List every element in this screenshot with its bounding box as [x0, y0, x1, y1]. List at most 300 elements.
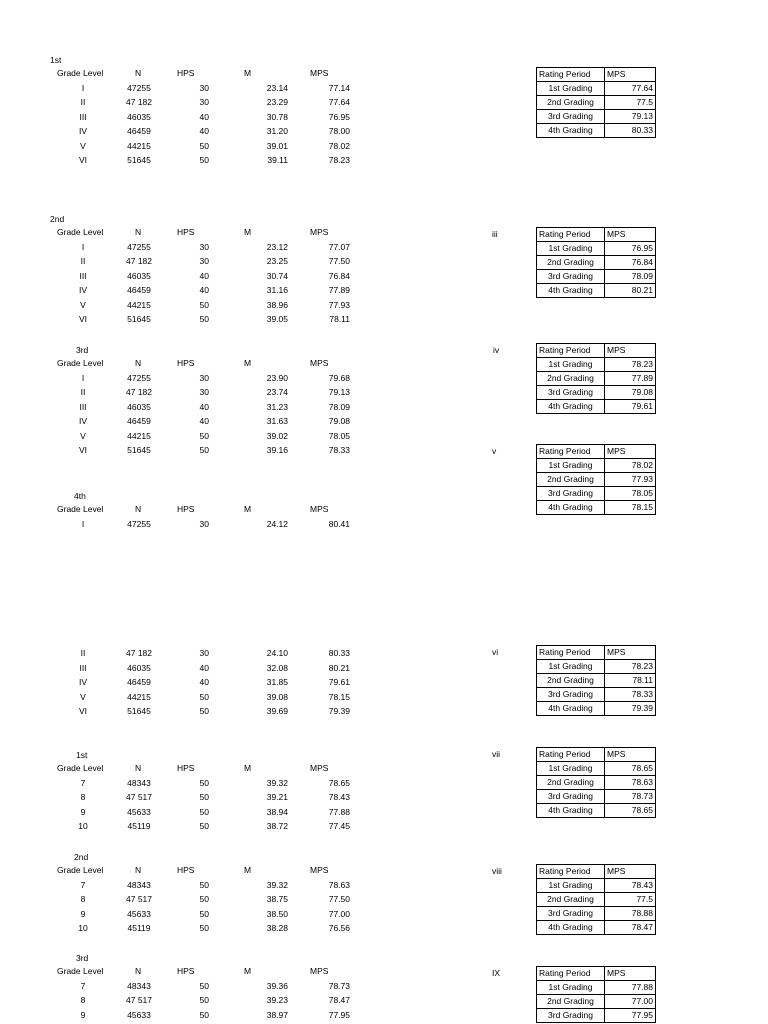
- col-header-hps: HPS: [177, 763, 195, 773]
- cell-grade: IV: [78, 285, 88, 295]
- cell-mps: 79.13: [605, 110, 656, 124]
- cell-grade: 10: [78, 821, 88, 831]
- cell-grade: III: [79, 270, 87, 281]
- cell-n: 44215: [127, 430, 151, 441]
- cell-hps: 30: [199, 82, 209, 93]
- cell-hps: 50: [199, 923, 209, 933]
- cell-n: 47255: [127, 241, 151, 252]
- cell-grade: II: [80, 387, 86, 397]
- cell-mps: 77.95: [605, 1009, 656, 1023]
- table-row: [537, 386, 656, 400]
- cell-hps: 40: [199, 126, 209, 136]
- cell-rating-period: 3rd Grading: [537, 110, 605, 124]
- col-header-m: M: [244, 504, 252, 514]
- cell-mps: 77.50: [328, 894, 350, 904]
- col-header-mps: MPS: [310, 358, 329, 368]
- cell-mps: 80.41: [328, 518, 350, 529]
- table-row: [537, 674, 656, 688]
- cell-mps: 76.84: [328, 270, 350, 281]
- cell-n: 47255: [127, 372, 151, 383]
- cell-m: 23.29: [266, 97, 288, 107]
- cell-n: 51645: [127, 706, 151, 716]
- cell-rating-period: 4th Grading: [537, 400, 605, 414]
- cell-grade: V: [80, 691, 86, 702]
- table-row: [537, 762, 656, 776]
- cell-grade: 10: [78, 923, 88, 933]
- cell-mps: 77.07: [328, 241, 350, 252]
- cell-mps: 77.50: [328, 256, 350, 266]
- cell-m: 39.23: [266, 995, 288, 1005]
- table-row: [537, 242, 656, 256]
- cell-n: 46459: [127, 416, 151, 426]
- cell-mps: 77.64: [328, 97, 350, 107]
- cell-m: 38.72: [266, 821, 288, 831]
- cell-grade: II: [80, 648, 86, 658]
- cell-rating-period: 1st Grading: [537, 242, 605, 256]
- cell-mps: 80.33: [605, 124, 656, 138]
- cell-grade: VI: [78, 314, 88, 324]
- cell-hps: 40: [199, 662, 209, 673]
- cell-hps: 30: [199, 648, 209, 658]
- header-rating-period: Rating Period: [537, 646, 605, 660]
- col-header-n: N: [135, 504, 142, 514]
- cell-n: 48343: [127, 777, 151, 788]
- cell-mps: 77.5: [605, 893, 656, 907]
- cell-grade: IV: [78, 126, 88, 136]
- cell-hps: 50: [199, 777, 209, 788]
- cell-grade: 7: [80, 777, 86, 788]
- cell-mps: 79.08: [605, 386, 656, 400]
- summary-table-label: v: [492, 446, 497, 456]
- cell-mps: 77.45: [328, 821, 350, 831]
- col-header-hps: HPS: [177, 966, 195, 976]
- cell-grade: IV: [78, 677, 88, 687]
- block-period-label: 1st: [76, 750, 88, 760]
- cell-n: 46035: [127, 401, 151, 412]
- rating-period-table: [536, 864, 656, 935]
- cell-m: 39.08: [266, 691, 288, 702]
- table-row: [537, 284, 656, 298]
- cell-rating-period: 1st Grading: [537, 358, 605, 372]
- cell-hps: 30: [199, 241, 209, 252]
- cell-m: 24.12: [266, 518, 288, 529]
- cell-hps: 40: [199, 677, 209, 687]
- col-header-m: M: [244, 68, 252, 78]
- summary-table-label: iii: [492, 229, 498, 239]
- cell-mps: 76.95: [605, 242, 656, 256]
- cell-hps: 50: [199, 995, 209, 1005]
- cell-rating-period: 3rd Grading: [537, 907, 605, 921]
- cell-m: 38.94: [266, 806, 288, 817]
- cell-rating-period: 2nd Grading: [537, 995, 605, 1009]
- cell-grade: III: [79, 662, 87, 673]
- summary-table-label: IX: [492, 968, 501, 978]
- col-header-mps: MPS: [310, 763, 329, 773]
- table-row: [537, 473, 656, 487]
- cell-mps: 76.95: [328, 111, 350, 122]
- rating-period-table: [536, 645, 656, 716]
- cell-grade: 8: [80, 894, 86, 904]
- cell-m: 39.21: [266, 792, 288, 802]
- cell-m: 30.74: [266, 270, 288, 281]
- table-row: [537, 270, 656, 284]
- cell-rating-period: 4th Grading: [537, 702, 605, 716]
- rating-period-table: [536, 67, 656, 138]
- cell-m: 31.20: [266, 126, 288, 136]
- cell-m: 39.11: [267, 155, 288, 165]
- cell-hps: 40: [199, 401, 209, 412]
- table-row: [537, 358, 656, 372]
- cell-mps: 78.15: [328, 691, 350, 702]
- cell-mps: 78.43: [328, 792, 350, 802]
- header-rating-period: Rating Period: [537, 748, 605, 762]
- cell-hps: 50: [199, 806, 209, 817]
- cell-grade: IV: [78, 416, 88, 426]
- cell-m: 23.74: [266, 387, 288, 397]
- cell-rating-period: 2nd Grading: [537, 96, 605, 110]
- cell-hps: 50: [199, 706, 209, 716]
- cell-m: 23.14: [266, 82, 288, 93]
- header-rating-period: Rating Period: [537, 344, 605, 358]
- cell-mps: 78.23: [605, 358, 656, 372]
- cell-hps: 40: [199, 111, 209, 122]
- col-header-n: N: [135, 68, 142, 78]
- cell-grade: I: [81, 518, 85, 529]
- rating-period-table: [536, 227, 656, 298]
- header-rating-period: Rating Period: [537, 228, 605, 242]
- col-header-grade-level: Grade Level: [57, 68, 104, 78]
- col-header-hps: HPS: [177, 358, 195, 368]
- cell-mps: 78.00: [328, 126, 350, 136]
- cell-hps: 30: [199, 97, 209, 107]
- col-header-m: M: [244, 966, 252, 976]
- cell-hps: 50: [199, 314, 209, 324]
- table-row: [537, 487, 656, 501]
- table-row: [537, 110, 656, 124]
- cell-n: 47 517: [126, 894, 152, 904]
- cell-m: 38.75: [266, 894, 288, 904]
- col-header-hps: HPS: [177, 865, 195, 875]
- cell-rating-period: 2nd Grading: [537, 674, 605, 688]
- header-mps: MPS: [605, 445, 656, 459]
- cell-mps: 78.05: [605, 487, 656, 501]
- cell-m: 30.78: [266, 111, 288, 122]
- rating-period-table: [536, 747, 656, 818]
- cell-mps: 79.68: [328, 372, 350, 383]
- cell-grade: VI: [78, 706, 88, 716]
- cell-grade: 8: [80, 792, 86, 802]
- rating-period-table: [536, 343, 656, 414]
- cell-mps: 77.93: [605, 473, 656, 487]
- cell-rating-period: 1st Grading: [537, 82, 605, 96]
- table-row: [537, 921, 656, 935]
- col-header-mps: MPS: [310, 227, 329, 237]
- cell-mps: 78.88: [605, 907, 656, 921]
- cell-mps: 77.93: [328, 299, 350, 310]
- cell-grade: 9: [80, 908, 86, 919]
- table-row: [537, 702, 656, 716]
- cell-grade: 9: [80, 1009, 86, 1020]
- cell-mps: 77.89: [605, 372, 656, 386]
- cell-rating-period: 3rd Grading: [537, 270, 605, 284]
- cell-mps: 78.65: [605, 762, 656, 776]
- cell-rating-period: 4th Grading: [537, 921, 605, 935]
- cell-rating-period: 2nd Grading: [537, 372, 605, 386]
- cell-grade: VI: [78, 155, 88, 165]
- cell-hps: 30: [199, 387, 209, 397]
- cell-n: 46035: [127, 270, 151, 281]
- cell-mps: 80.33: [328, 648, 350, 658]
- cell-mps: 78.23: [605, 660, 656, 674]
- header-rating-period: Rating Period: [537, 865, 605, 879]
- cell-mps: 77.95: [328, 1009, 350, 1020]
- cell-mps: 78.05: [328, 430, 350, 441]
- col-header-mps: MPS: [310, 504, 329, 514]
- cell-rating-period: 1st Grading: [537, 879, 605, 893]
- cell-rating-period: 3rd Grading: [537, 790, 605, 804]
- cell-mps: 78.43: [605, 879, 656, 893]
- cell-hps: 50: [199, 908, 209, 919]
- block-period-label: 2nd: [50, 214, 65, 224]
- col-header-mps: MPS: [310, 966, 329, 976]
- table-row: [537, 372, 656, 386]
- block-period-label: 4th: [74, 491, 86, 501]
- table-row: [537, 501, 656, 515]
- col-header-mps: MPS: [310, 68, 329, 78]
- header-mps: MPS: [605, 646, 656, 660]
- cell-hps: 50: [199, 140, 209, 151]
- cell-mps: 78.33: [605, 688, 656, 702]
- cell-grade: III: [79, 111, 87, 122]
- cell-hps: 50: [199, 430, 209, 441]
- cell-mps: 78.23: [328, 155, 350, 165]
- cell-m: 39.36: [266, 980, 288, 991]
- cell-mps: 77.5: [605, 96, 656, 110]
- cell-hps: 40: [199, 285, 209, 295]
- summary-table-label: vii: [492, 749, 501, 759]
- cell-n: 51645: [127, 445, 151, 455]
- cell-n: 45119: [127, 821, 151, 831]
- cell-mps: 77.88: [605, 981, 656, 995]
- cell-hps: 50: [199, 792, 209, 802]
- cell-mps: 76.56: [328, 923, 350, 933]
- cell-hps: 30: [199, 372, 209, 383]
- cell-mps: 78.65: [605, 804, 656, 818]
- cell-n: 44215: [127, 140, 151, 151]
- col-header-m: M: [244, 358, 252, 368]
- cell-rating-period: 1st Grading: [537, 981, 605, 995]
- summary-table-label: viii: [492, 866, 502, 876]
- cell-mps: 77.00: [328, 908, 350, 919]
- cell-mps: 78.63: [605, 776, 656, 790]
- col-header-hps: HPS: [177, 504, 195, 514]
- cell-mps: 78.11: [329, 314, 350, 324]
- col-header-n: N: [135, 966, 142, 976]
- summary-table-label: vi: [492, 647, 499, 657]
- cell-rating-period: 4th Grading: [537, 124, 605, 138]
- col-header-m: M: [244, 227, 252, 237]
- cell-m: 31.16: [266, 285, 288, 295]
- table-row: [537, 1009, 656, 1023]
- cell-m: 39.05: [266, 314, 288, 324]
- cell-grade: I: [81, 241, 85, 252]
- cell-m: 32.08: [266, 662, 288, 673]
- cell-n: 45633: [127, 908, 151, 919]
- cell-hps: 50: [199, 155, 209, 165]
- cell-mps: 78.65: [328, 777, 350, 788]
- cell-grade: 7: [80, 879, 86, 890]
- col-header-grade-level: Grade Level: [57, 865, 104, 875]
- cell-m: 38.28: [266, 923, 288, 933]
- cell-rating-period: 3rd Grading: [537, 487, 605, 501]
- cell-rating-period: 4th Grading: [537, 284, 605, 298]
- cell-n: 47255: [127, 82, 151, 93]
- cell-grade: V: [80, 299, 86, 310]
- cell-n: 47 182: [126, 387, 152, 397]
- cell-grade: VI: [78, 445, 88, 455]
- cell-grade: 8: [80, 995, 86, 1005]
- rating-period-table: [536, 444, 656, 515]
- cell-m: 31.63: [266, 416, 288, 426]
- cell-grade: 7: [80, 980, 86, 991]
- cell-m: 23.25: [266, 256, 288, 266]
- cell-hps: 50: [199, 691, 209, 702]
- block-period-label: 2nd: [74, 852, 89, 862]
- col-header-hps: HPS: [177, 227, 195, 237]
- cell-mps: 78.63: [328, 879, 350, 890]
- table-row: [537, 459, 656, 473]
- table-row: [537, 995, 656, 1009]
- cell-m: 23.90: [266, 372, 288, 383]
- cell-n: 46035: [127, 111, 151, 122]
- cell-mps: 77.89: [328, 285, 350, 295]
- block-period-label: 1st: [50, 55, 62, 65]
- cell-grade: II: [80, 97, 86, 107]
- cell-rating-period: 1st Grading: [537, 660, 605, 674]
- cell-n: 51645: [127, 155, 151, 165]
- header-mps: MPS: [605, 967, 656, 981]
- summary-table-label: iv: [493, 345, 500, 355]
- col-header-grade-level: Grade Level: [57, 358, 104, 368]
- cell-mps: 78.73: [328, 980, 350, 991]
- cell-mps: 79.08: [328, 416, 350, 426]
- cell-mps: 79.61: [605, 400, 656, 414]
- col-header-m: M: [244, 865, 252, 875]
- cell-rating-period: 2nd Grading: [537, 776, 605, 790]
- col-header-grade-level: Grade Level: [57, 504, 104, 514]
- cell-hps: 40: [199, 416, 209, 426]
- cell-hps: 50: [199, 299, 209, 310]
- cell-rating-period: 2nd Grading: [537, 893, 605, 907]
- cell-grade: III: [79, 401, 87, 412]
- table-row: [537, 804, 656, 818]
- cell-n: 46035: [127, 662, 151, 673]
- cell-mps: 76.84: [605, 256, 656, 270]
- cell-grade: II: [80, 256, 86, 266]
- cell-mps: 78.73: [605, 790, 656, 804]
- cell-rating-period: 4th Grading: [537, 501, 605, 515]
- cell-n: 47 182: [126, 648, 152, 658]
- cell-n: 47255: [127, 518, 151, 529]
- table-row: [537, 82, 656, 96]
- col-header-mps: MPS: [310, 865, 329, 875]
- table-row: [537, 981, 656, 995]
- col-header-grade-level: Grade Level: [57, 227, 104, 237]
- cell-n: 48343: [127, 879, 151, 890]
- cell-n: 47 182: [126, 256, 152, 266]
- cell-mps: 78.09: [328, 401, 350, 412]
- col-header-n: N: [135, 865, 142, 875]
- cell-rating-period: 4th Grading: [537, 804, 605, 818]
- cell-m: 39.02: [266, 430, 288, 441]
- col-header-hps: HPS: [177, 68, 195, 78]
- header-rating-period: Rating Period: [537, 967, 605, 981]
- table-row: [537, 907, 656, 921]
- cell-mps: 78.09: [605, 270, 656, 284]
- cell-hps: 50: [199, 445, 209, 455]
- cell-mps: 79.61: [328, 677, 350, 687]
- rating-period-table: [536, 966, 656, 1023]
- table-row: [537, 879, 656, 893]
- header-rating-period: Rating Period: [537, 68, 605, 82]
- cell-mps: 78.15: [605, 501, 656, 515]
- cell-m: 39.01: [266, 140, 288, 151]
- cell-mps: 78.02: [605, 459, 656, 473]
- cell-hps: 50: [199, 879, 209, 890]
- cell-grade: V: [80, 140, 86, 151]
- cell-n: 51645: [127, 314, 151, 324]
- cell-n: 47 517: [126, 995, 152, 1005]
- cell-mps: 78.47: [605, 921, 656, 935]
- cell-mps: 78.11: [605, 674, 656, 688]
- cell-grade: V: [80, 430, 86, 441]
- cell-m: 31.85: [266, 677, 288, 687]
- cell-n: 45633: [127, 1009, 151, 1020]
- col-header-n: N: [135, 763, 142, 773]
- table-row: [537, 96, 656, 110]
- col-header-n: N: [135, 358, 142, 368]
- col-header-grade-level: Grade Level: [57, 763, 104, 773]
- cell-hps: 50: [199, 821, 209, 831]
- table-row: [537, 660, 656, 674]
- col-header-m: M: [244, 763, 252, 773]
- cell-grade: I: [81, 82, 85, 93]
- cell-hps: 30: [199, 518, 209, 529]
- cell-grade: I: [81, 372, 85, 383]
- table-row: [537, 790, 656, 804]
- cell-n: 45633: [127, 806, 151, 817]
- cell-rating-period: 2nd Grading: [537, 473, 605, 487]
- cell-rating-period: 3rd Grading: [537, 386, 605, 400]
- cell-hps: 50: [199, 980, 209, 991]
- cell-m: 39.32: [266, 879, 288, 890]
- cell-hps: 40: [199, 270, 209, 281]
- cell-mps: 80.21: [605, 284, 656, 298]
- header-mps: MPS: [605, 68, 656, 82]
- cell-n: 46459: [127, 677, 151, 687]
- cell-mps: 78.33: [328, 445, 350, 455]
- cell-m: 31.23: [266, 401, 288, 412]
- cell-mps: 77.14: [328, 82, 350, 93]
- table-row: [537, 776, 656, 790]
- cell-m: 38.96: [266, 299, 288, 310]
- cell-rating-period: 3rd Grading: [537, 1009, 605, 1023]
- cell-n: 45119: [127, 923, 151, 933]
- cell-n: 44215: [127, 691, 151, 702]
- table-row: [537, 124, 656, 138]
- cell-hps: 30: [199, 256, 209, 266]
- header-mps: MPS: [605, 344, 656, 358]
